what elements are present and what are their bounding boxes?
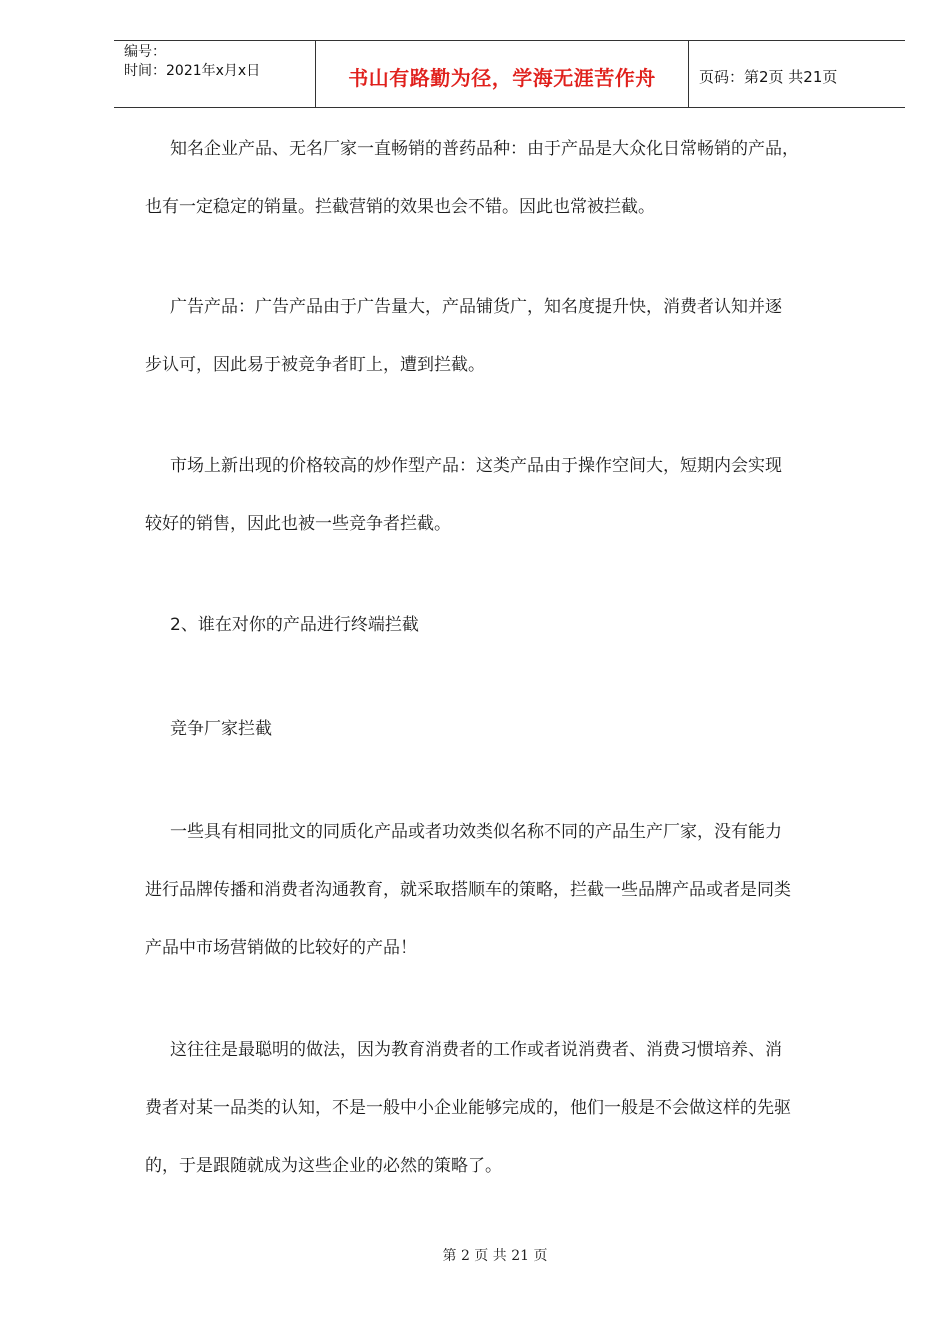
paragraph-smart-approach (145, 1021, 885, 1195)
paragraph-well-known-products (145, 120, 885, 236)
paragraph-line: 产品中市场营销做的比较好的产品！ (145, 938, 417, 958)
paragraph-line: 知名企业产品、无名厂家一直畅销的普药品种：由于产品是大众化日常畅销的产品， (170, 139, 799, 159)
paragraph-line: 这往往是最聪明的做法，因为教育消费者的工作或者说消费者、消费习惯培养、消 (170, 1040, 782, 1060)
paragraph-line: 进行品牌传播和消费者沟通教育，就采取搭顺车的策略，拦截一些品牌产品或者是同类 (145, 880, 791, 900)
document-time-label: 时间：2021年x月x日 (124, 63, 261, 79)
paragraph-hyped-products (145, 437, 885, 553)
paragraph-line: 的，于是跟随就成为这些企业的必然的策略了。 (145, 1156, 502, 1176)
header-motto: 书山有路勤为径，学海无涯苦作舟 (316, 41, 689, 107)
paragraph-line: 费者对某一品类的认知，不是一般中小企业能够完成的，他们一般是不会做这样的先驱 (145, 1098, 791, 1118)
paragraph-line: 步认可，因此易于被竞争者盯上，遭到拦截。 (145, 355, 485, 375)
paragraph-advertised-products (145, 278, 885, 394)
page-header (114, 40, 905, 108)
document-number-label: 编号： (124, 44, 166, 60)
paragraph-line: 一些具有相同批文的同质化产品或者功效类似名称不同的产品生产厂家，没有能力 (170, 822, 782, 842)
header-page-info: 页码：第2页 共21页 (699, 67, 838, 86)
paragraph-line: 市场上新出现的价格较高的炒作型产品：这类产品由于操作空间大，短期内会实现 (170, 456, 782, 476)
paragraph-line: 也有一定稳定的销量。拦截营销的效果也会不错。因此也常被拦截。 (145, 197, 655, 217)
sub-heading: 竞争厂家拦截 (170, 719, 272, 739)
paragraph-competitor-intercept (145, 803, 885, 977)
page-footer: 第 2 页 共 21 页 (442, 1248, 548, 1264)
paragraph-line: 广告产品：广告产品由于广告量大，产品铺货广，知名度提升快，消费者认知并逐 (170, 297, 782, 317)
paragraph-line: 较好的销售，因此也被一些竞争者拦截。 (145, 514, 451, 534)
section-heading: 2、谁在对你的产品进行终端拦截 (170, 615, 419, 635)
header-meta (114, 41, 316, 107)
